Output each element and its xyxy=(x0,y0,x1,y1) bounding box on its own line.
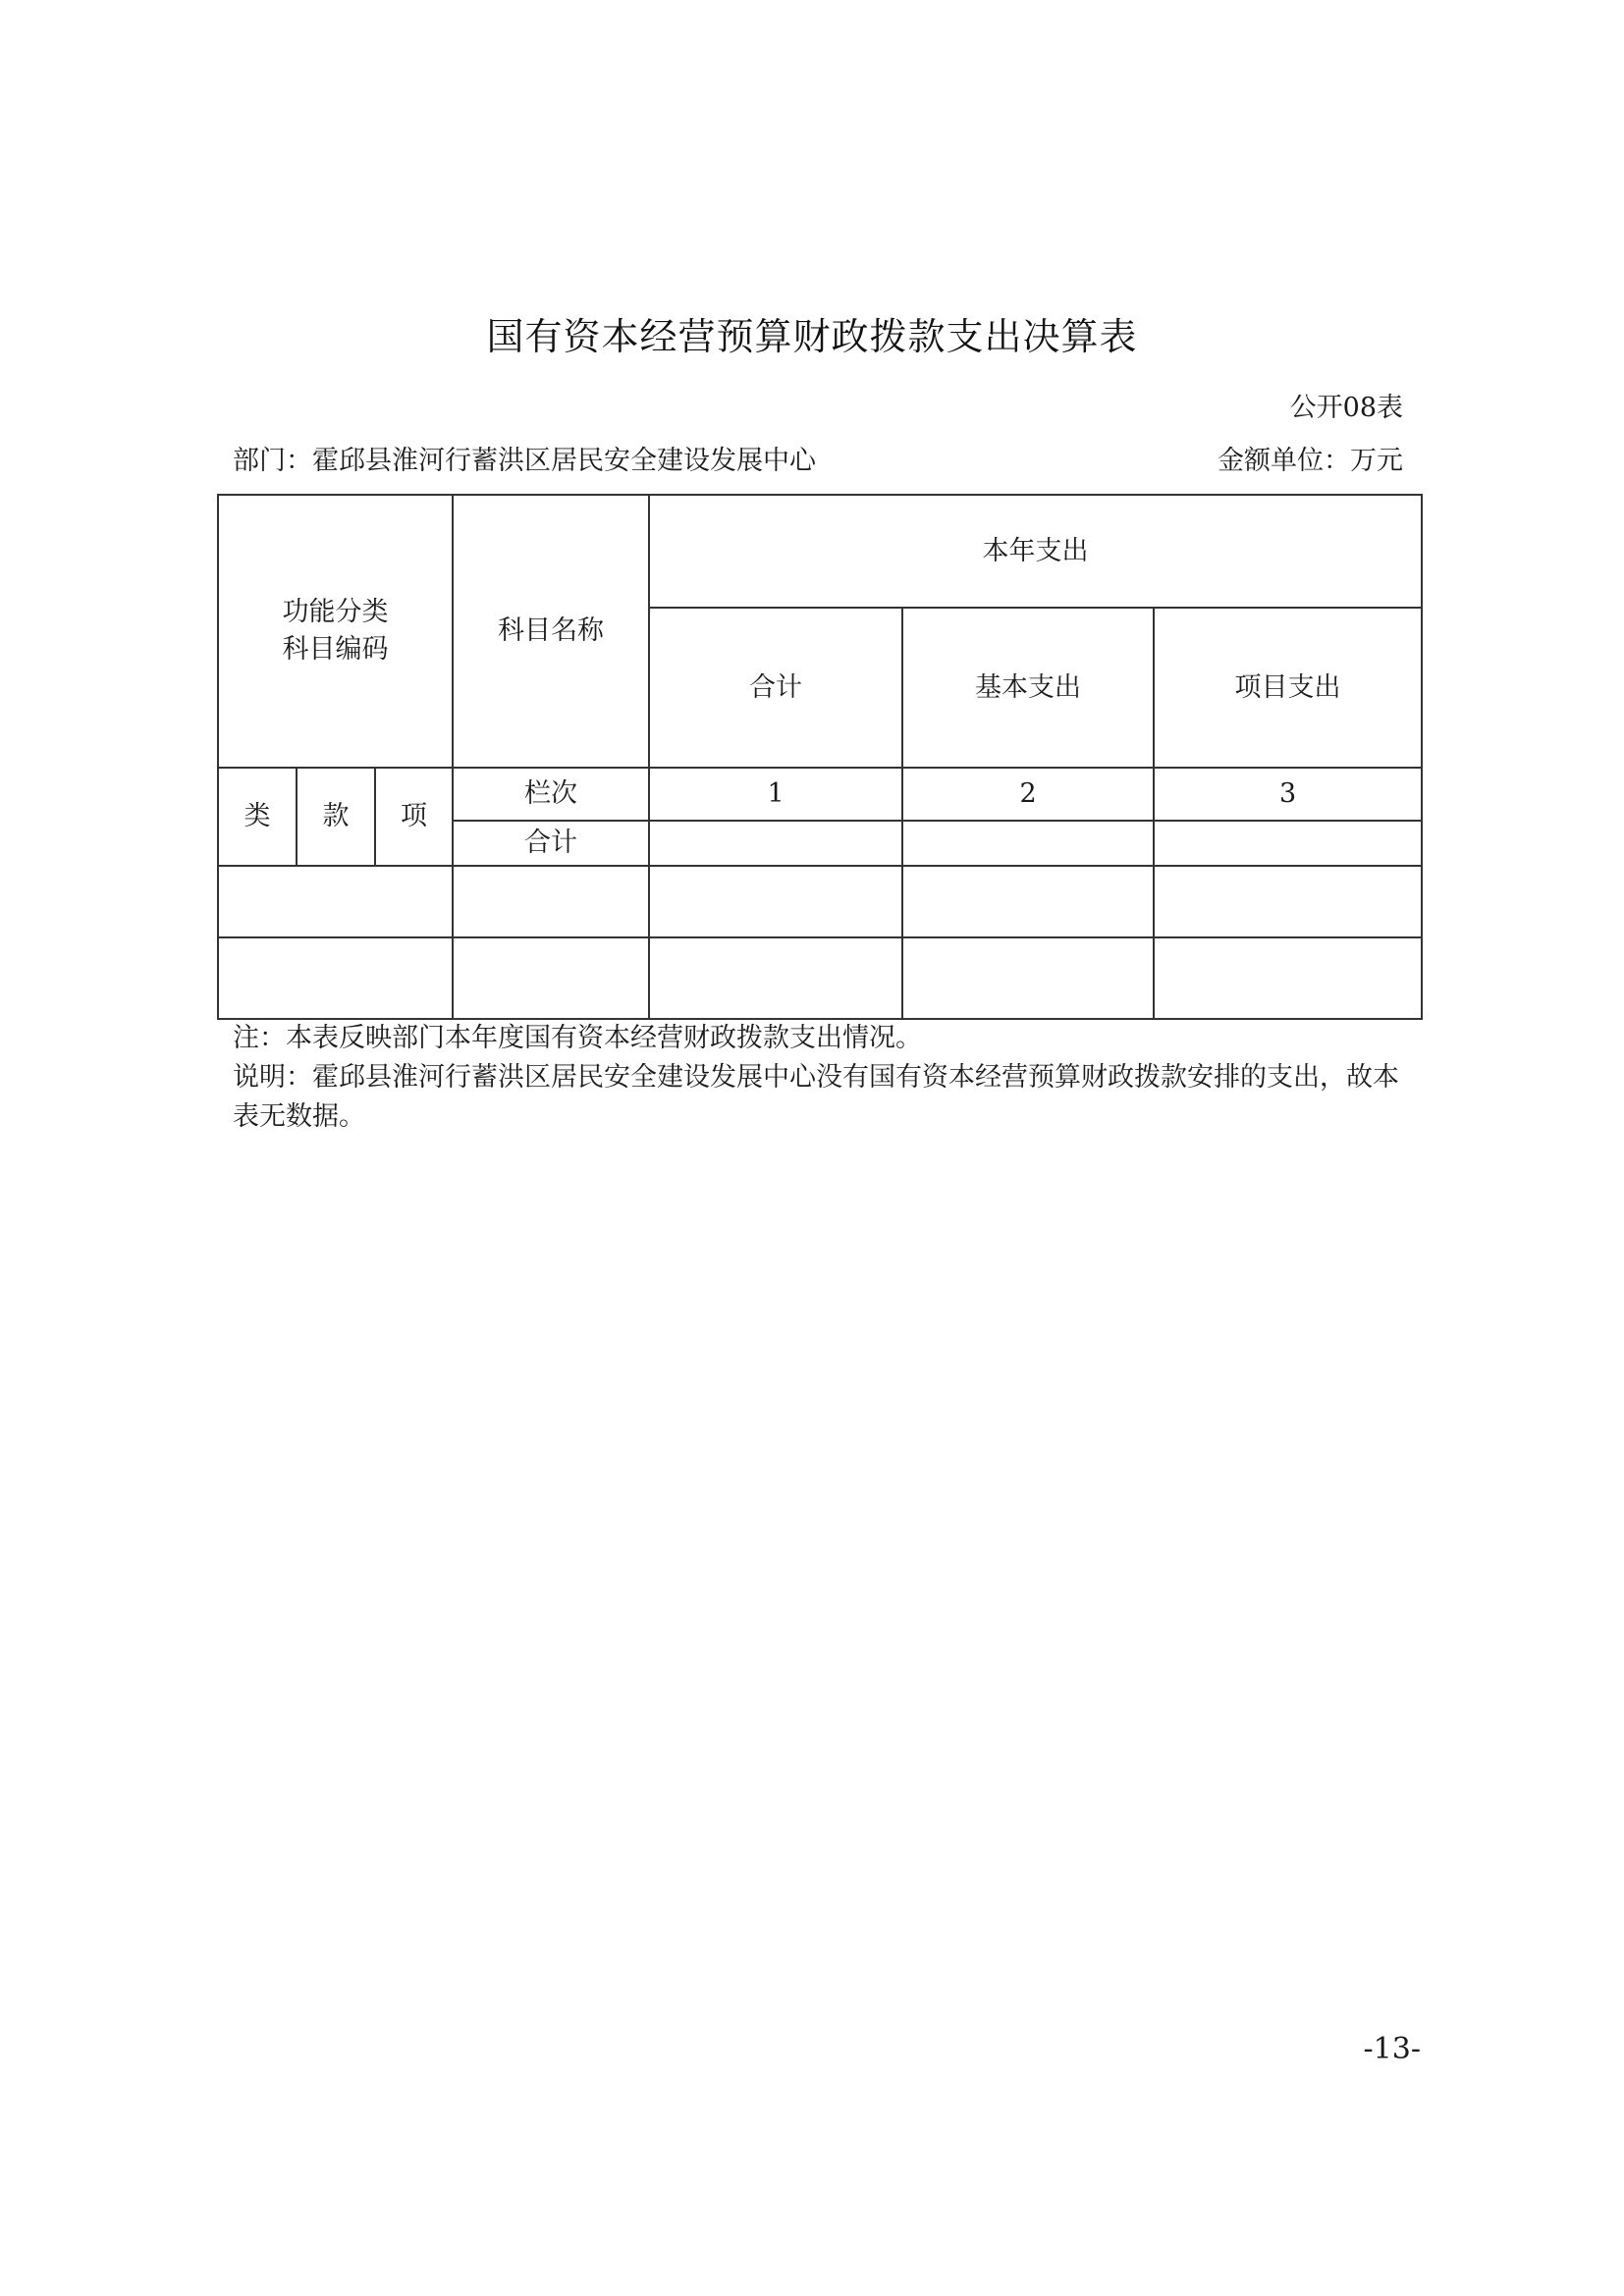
table-cell xyxy=(218,937,453,1019)
table-cell xyxy=(1154,937,1422,1019)
column-index-3: 3 xyxy=(1154,768,1422,821)
header-current-year-expense: 本年支出 xyxy=(649,495,1422,608)
table-cell xyxy=(453,937,649,1019)
total-row-label: 合计 xyxy=(453,821,649,866)
amount-unit-label: 金额单位：万元 xyxy=(1218,446,1403,476)
total-cell-3 xyxy=(1154,821,1422,866)
expenditure-table xyxy=(217,494,1423,1020)
explanation-line: 说明：霍邱县淮河行蓄洪区居民安全建设发展中心没有国有资本经营预算财政拨款安排的支出，故本表无数据。 xyxy=(233,1062,1399,1132)
table-cell xyxy=(649,866,902,937)
table-cell xyxy=(649,937,902,1019)
form-number: 公开08表 xyxy=(1289,393,1403,423)
total-cell-1 xyxy=(649,821,902,866)
table-cell xyxy=(453,866,649,937)
page-title: 国有资本经营预算财政拨款支出决算表 xyxy=(486,315,1138,358)
header-function-code: 功能分类 科目编码 xyxy=(218,495,453,768)
table-cell xyxy=(218,866,453,937)
page-number: -13- xyxy=(1363,2032,1421,2066)
header-total: 合计 xyxy=(649,608,902,768)
table-cell xyxy=(902,937,1154,1019)
table-cell xyxy=(902,866,1154,937)
notes xyxy=(233,1019,1421,1137)
header-project-expense: 项目支出 xyxy=(1154,608,1422,768)
header-lei: 类 xyxy=(218,768,297,866)
table-row xyxy=(218,866,1422,937)
header-subject-name: 科目名称 xyxy=(453,495,649,768)
column-index-2: 2 xyxy=(902,768,1154,821)
department-label: 部门：霍邱县淮河行蓄洪区居民安全建设发展中心 xyxy=(233,446,816,476)
table-cell xyxy=(1154,866,1422,937)
header-xiang: 项 xyxy=(375,768,453,866)
header-kuan: 款 xyxy=(297,768,375,866)
total-cell-2 xyxy=(902,821,1154,866)
table-row xyxy=(218,937,1422,1019)
note-line: 注：本表反映部门本年度国有资本经营财政拨款支出情况。 xyxy=(233,1023,922,1053)
column-index-label: 栏次 xyxy=(453,768,649,821)
header-basic-expense: 基本支出 xyxy=(902,608,1154,768)
column-index-1: 1 xyxy=(649,768,902,821)
